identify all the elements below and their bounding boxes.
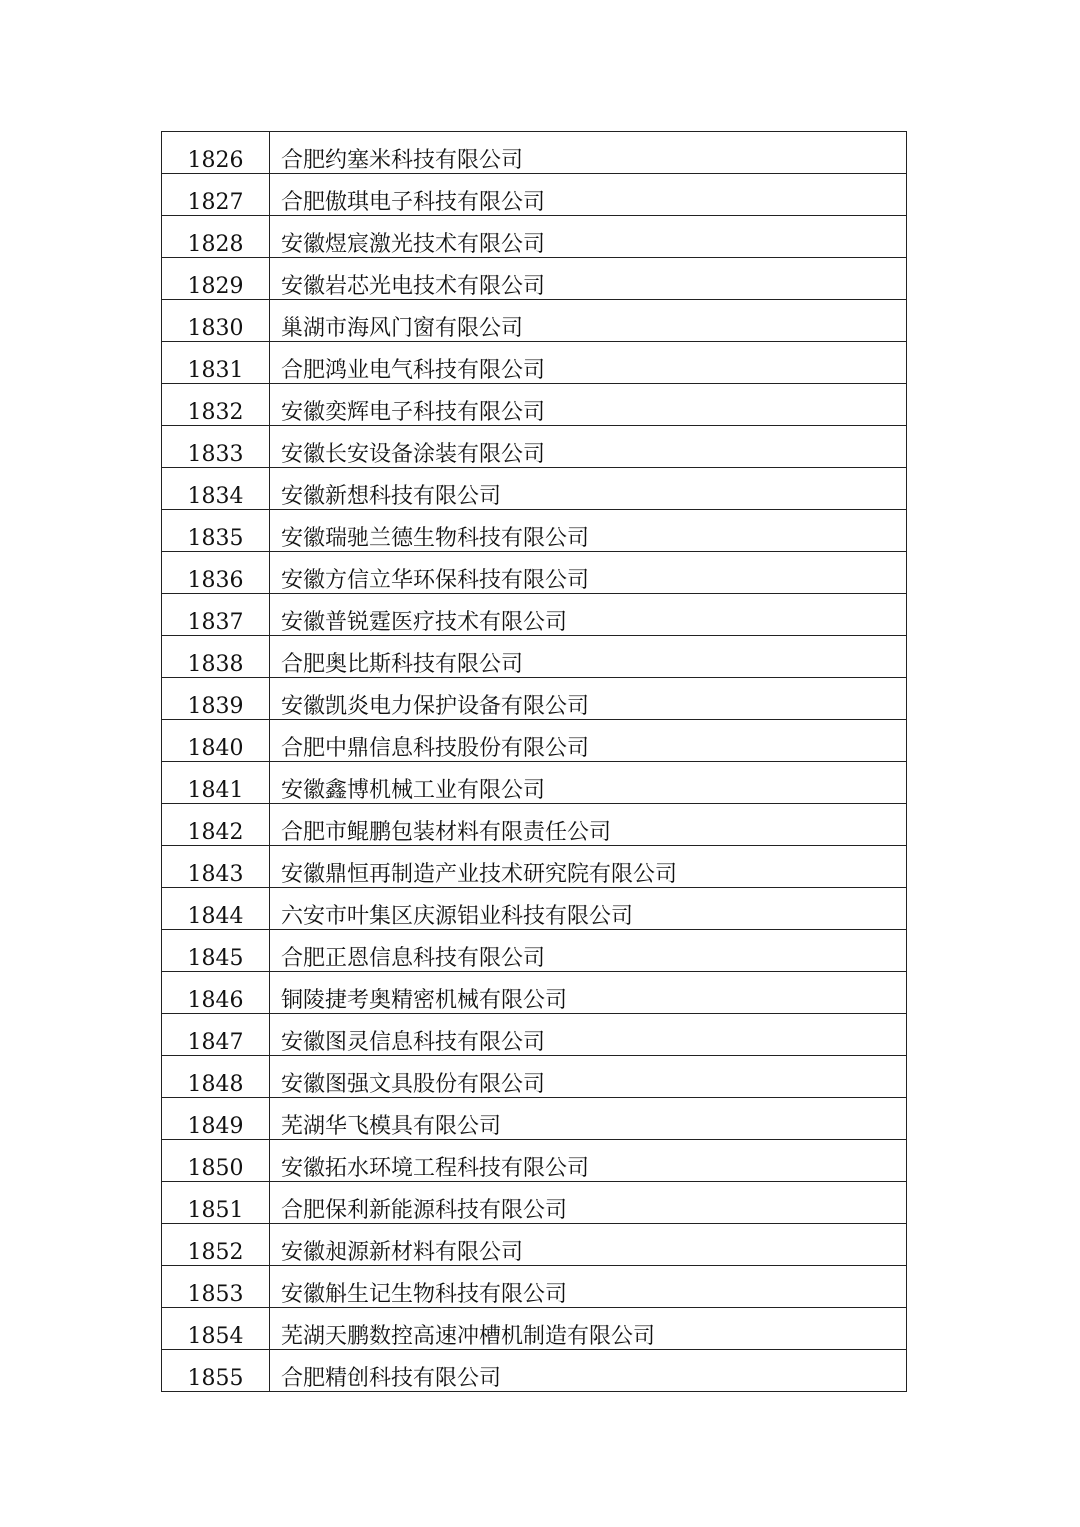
row-number: 1835: [162, 510, 270, 552]
company-name: 芜湖天鹏数控高速冲槽机制造有限公司: [270, 1308, 907, 1350]
table-row: [162, 426, 907, 468]
company-name: 巢湖市海风门窗有限公司: [270, 300, 907, 342]
company-name: 安徽煜宸激光技术有限公司: [270, 216, 907, 258]
company-name: 安徽拓水环境工程科技有限公司: [270, 1140, 907, 1182]
row-number: 1848: [162, 1056, 270, 1098]
table-row: [162, 1308, 907, 1350]
row-number: 1840: [162, 720, 270, 762]
row-number: 1830: [162, 300, 270, 342]
row-number: 1834: [162, 468, 270, 510]
row-number: 1853: [162, 1266, 270, 1308]
company-name: 安徽方信立华环保科技有限公司: [270, 552, 907, 594]
table-row: [162, 594, 907, 636]
row-number: 1845: [162, 930, 270, 972]
company-name: 安徽瑞驰兰德生物科技有限公司: [270, 510, 907, 552]
row-number: 1832: [162, 384, 270, 426]
company-name: 合肥正恩信息科技有限公司: [270, 930, 907, 972]
company-name: 安徽奕辉电子科技有限公司: [270, 384, 907, 426]
row-number: 1841: [162, 762, 270, 804]
company-name: 安徽长安设备涂装有限公司: [270, 426, 907, 468]
company-name: 合肥保利新能源科技有限公司: [270, 1182, 907, 1224]
row-number: 1826: [162, 132, 270, 174]
row-number: 1828: [162, 216, 270, 258]
row-number: 1843: [162, 846, 270, 888]
row-number: 1844: [162, 888, 270, 930]
company-name: 合肥傲琪电子科技有限公司: [270, 174, 907, 216]
table-row: [162, 1098, 907, 1140]
row-number: 1854: [162, 1308, 270, 1350]
table-row: [162, 258, 907, 300]
table-row: [162, 762, 907, 804]
company-list-table: [161, 131, 907, 1392]
table-row: [162, 930, 907, 972]
company-name: 安徽昶源新材料有限公司: [270, 1224, 907, 1266]
table-row: [162, 384, 907, 426]
company-name: 安徽鑫博机械工业有限公司: [270, 762, 907, 804]
company-name: 合肥约塞米科技有限公司: [270, 132, 907, 174]
table-row: [162, 972, 907, 1014]
company-name: 合肥奥比斯科技有限公司: [270, 636, 907, 678]
company-name: 安徽斛生记生物科技有限公司: [270, 1266, 907, 1308]
company-name: 安徽岩芯光电技术有限公司: [270, 258, 907, 300]
table-row: [162, 216, 907, 258]
table-row: [162, 1140, 907, 1182]
table-row: [162, 720, 907, 762]
row-number: 1849: [162, 1098, 270, 1140]
row-number: 1851: [162, 1182, 270, 1224]
row-number: 1855: [162, 1350, 270, 1392]
table-row: [162, 846, 907, 888]
table-row: [162, 174, 907, 216]
row-number: 1850: [162, 1140, 270, 1182]
company-name: 安徽凯炎电力保护设备有限公司: [270, 678, 907, 720]
table-row: [162, 132, 907, 174]
table-row: [162, 468, 907, 510]
company-name: 合肥中鼎信息科技股份有限公司: [270, 720, 907, 762]
row-number: 1831: [162, 342, 270, 384]
table-row: [162, 804, 907, 846]
table-row: [162, 1182, 907, 1224]
table-body: [162, 132, 907, 1392]
table-row: [162, 678, 907, 720]
company-name: 安徽图灵信息科技有限公司: [270, 1014, 907, 1056]
table-row: [162, 1224, 907, 1266]
table-row: [162, 300, 907, 342]
table-row: [162, 1056, 907, 1098]
company-name: 安徽普锐霆医疗技术有限公司: [270, 594, 907, 636]
row-number: 1842: [162, 804, 270, 846]
row-number: 1837: [162, 594, 270, 636]
table-row: [162, 510, 907, 552]
table-row: [162, 1266, 907, 1308]
table-row: [162, 342, 907, 384]
row-number: 1847: [162, 1014, 270, 1056]
company-name: 安徽新想科技有限公司: [270, 468, 907, 510]
table-row: [162, 1350, 907, 1392]
table-row: [162, 888, 907, 930]
row-number: 1833: [162, 426, 270, 468]
row-number: 1838: [162, 636, 270, 678]
row-number: 1839: [162, 678, 270, 720]
row-number: 1827: [162, 174, 270, 216]
row-number: 1829: [162, 258, 270, 300]
company-name: 铜陵捷考奥精密机械有限公司: [270, 972, 907, 1014]
company-name: 合肥鸿业电气科技有限公司: [270, 342, 907, 384]
table-row: [162, 1014, 907, 1056]
company-name: 六安市叶集区庆源铝业科技有限公司: [270, 888, 907, 930]
company-name: 安徽鼎恒再制造产业技术研究院有限公司: [270, 846, 907, 888]
company-name: 合肥市鲲鹏包装材料有限责任公司: [270, 804, 907, 846]
company-name: 合肥精创科技有限公司: [270, 1350, 907, 1392]
company-name: 安徽图强文具股份有限公司: [270, 1056, 907, 1098]
company-name: 芜湖华飞模具有限公司: [270, 1098, 907, 1140]
table-row: [162, 552, 907, 594]
row-number: 1852: [162, 1224, 270, 1266]
row-number: 1846: [162, 972, 270, 1014]
table-row: [162, 636, 907, 678]
row-number: 1836: [162, 552, 270, 594]
